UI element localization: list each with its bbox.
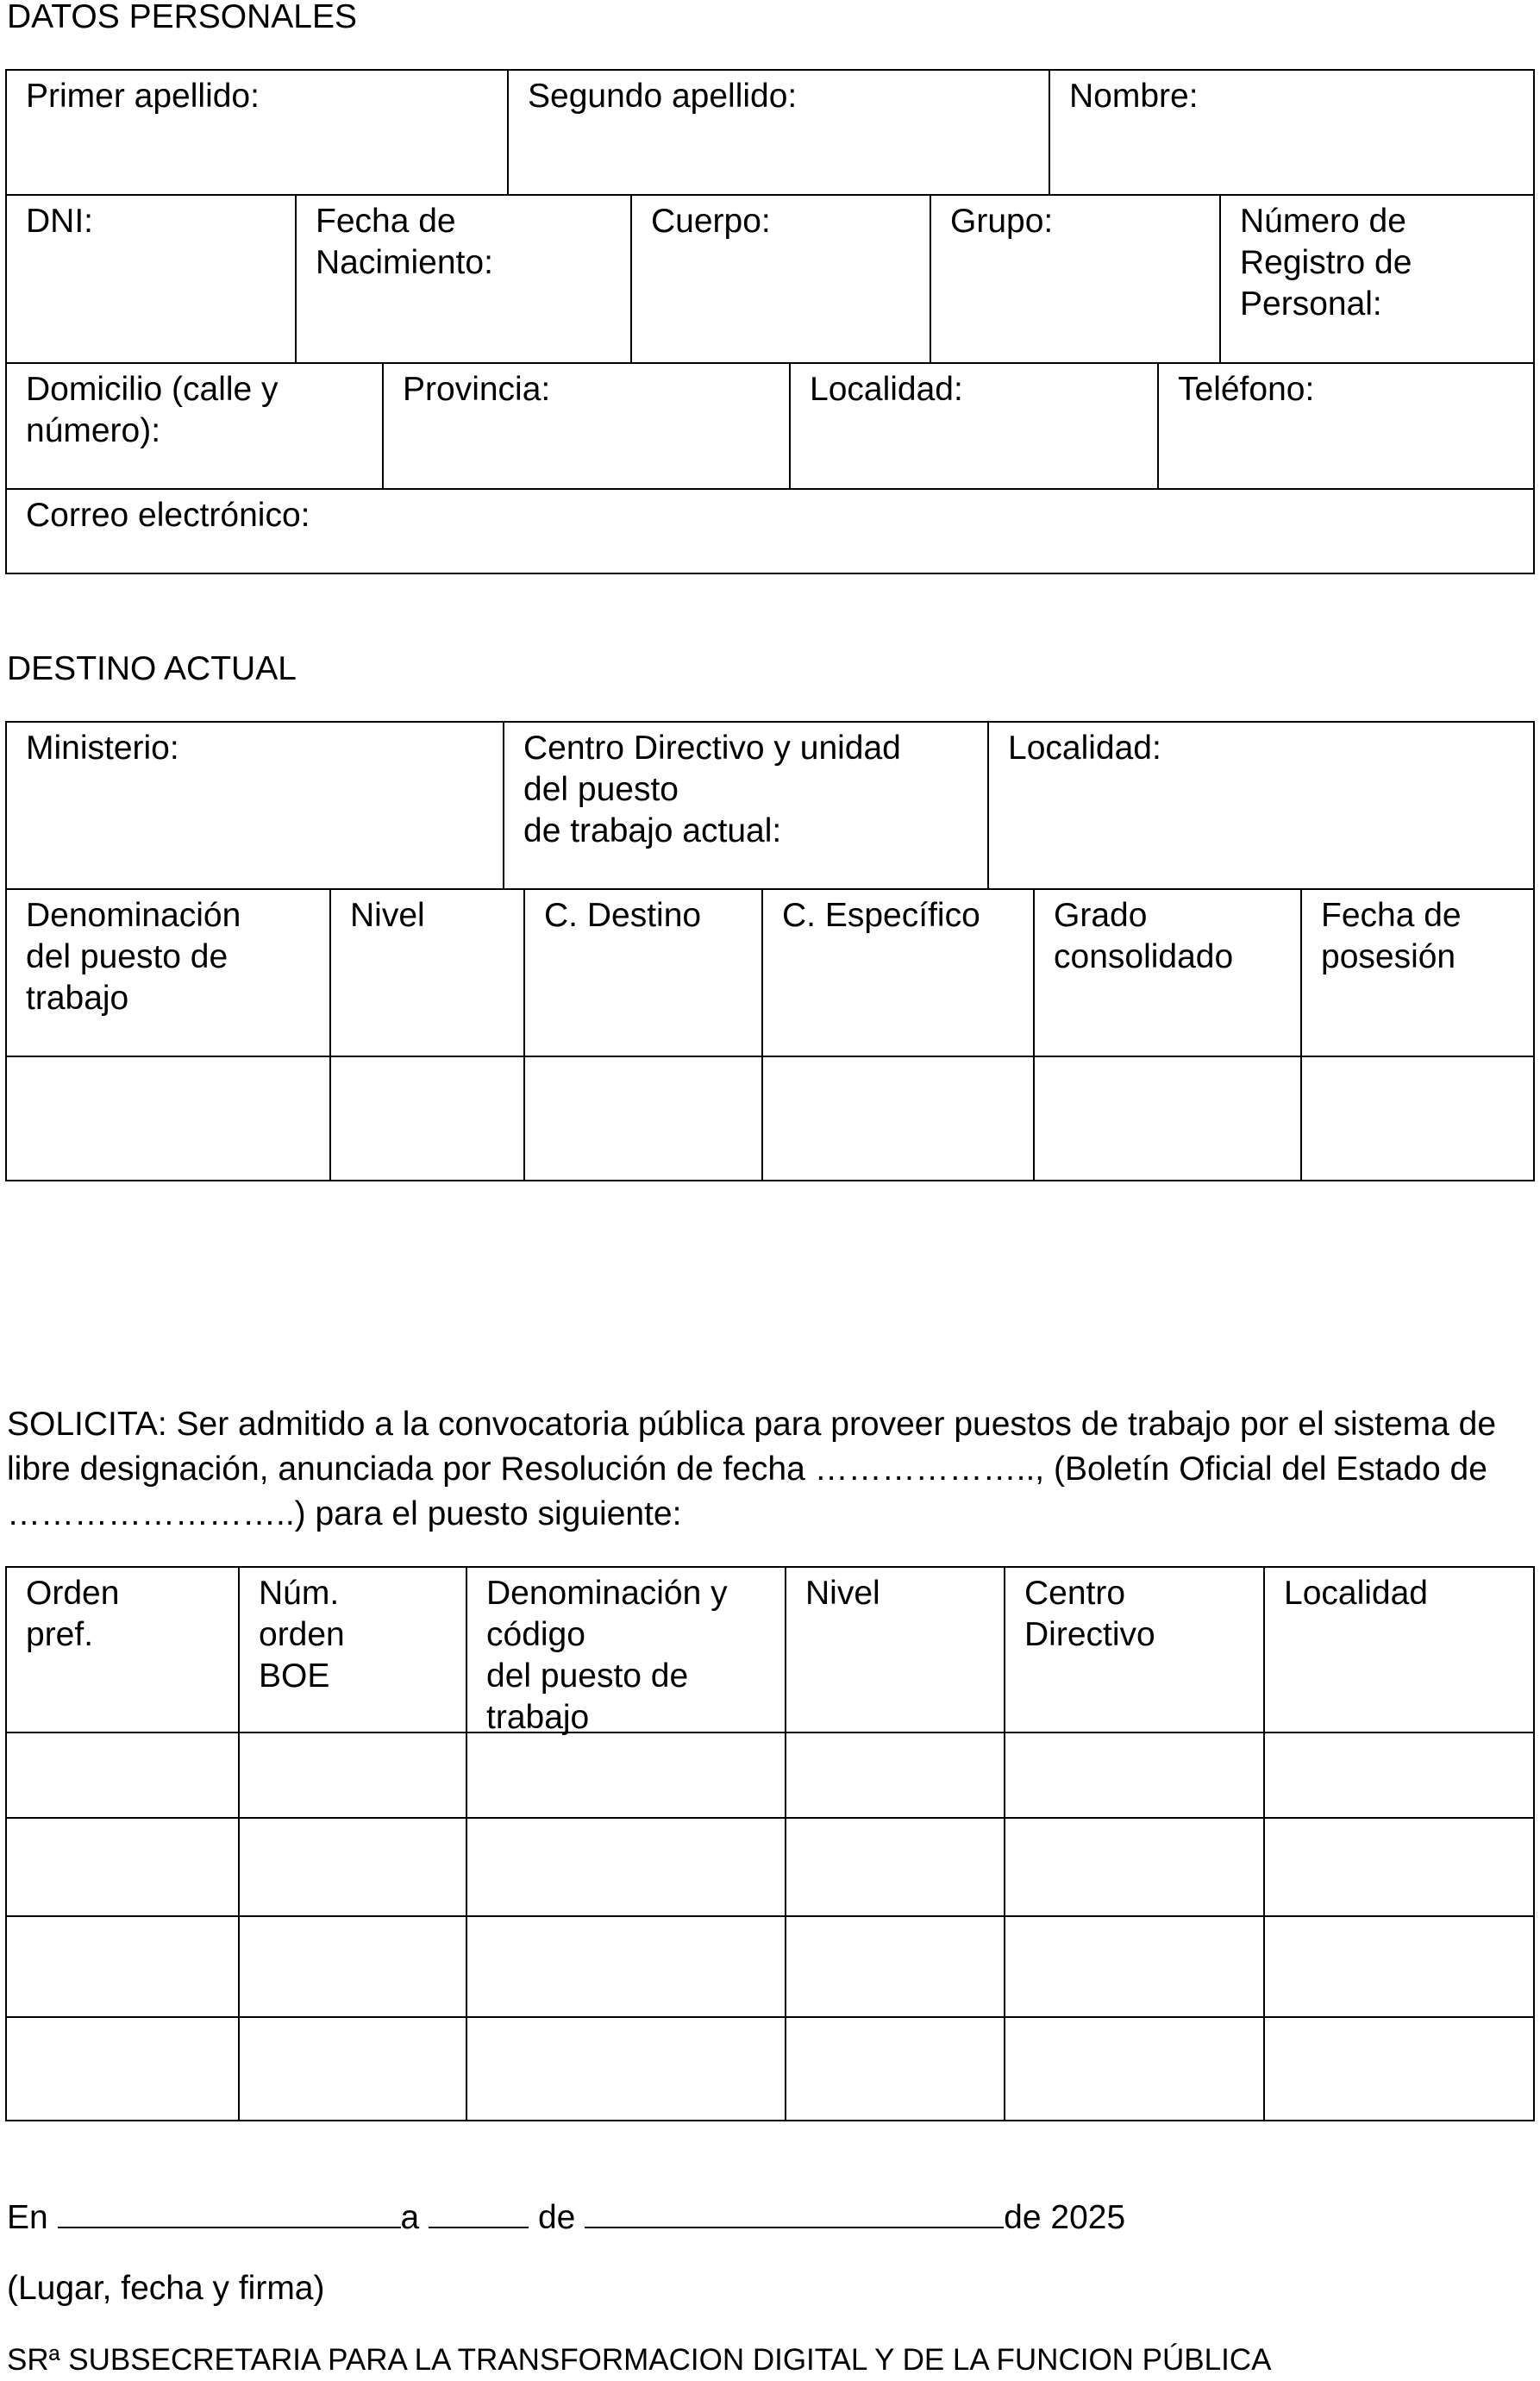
denominacion-codigo-header: Denominación y código del puesto de trabajo (486, 1575, 728, 1736)
personal-heading: DATOS PERSONALES (7, 0, 358, 35)
orden-preferencia-header: Orden pref. (26, 1575, 120, 1653)
destino-localidad-field[interactable]: Localidad: (1008, 730, 1161, 767)
denominacion-puesto-header: Denominación del puesto de trabajo (26, 897, 241, 1017)
puesto-localidad-header: Localidad (1284, 1575, 1428, 1612)
domicilio-field[interactable]: Domicilio (calle y número): (26, 371, 279, 449)
fecha-posesion-header: Fecha de posesión (1321, 897, 1462, 975)
telefono-field[interactable]: Teléfono: (1178, 371, 1315, 408)
complemento-destino-header: C. Destino (544, 897, 702, 934)
nombre-field[interactable]: Nombre: (1069, 78, 1199, 115)
denominacion-puesto-input[interactable] (7, 1057, 329, 1180)
numero-orden-boe-header: Núm. orden BOE (259, 1575, 345, 1695)
fecha-nacimiento-field[interactable]: Fecha de Nacimiento: (316, 203, 493, 281)
puesto-row[interactable] (7, 1917, 1533, 2016)
grado-consolidado-header: Grado consolidado (1054, 897, 1234, 975)
grado-consolidado-input[interactable] (1035, 1057, 1300, 1180)
ministerio-field[interactable]: Ministerio: (26, 730, 179, 767)
provincia-field[interactable]: Provincia: (403, 371, 551, 408)
centro-directivo-header: Centro Directivo (1024, 1575, 1155, 1653)
dia-blank[interactable] (429, 2194, 529, 2228)
complemento-especifico-header: C. Específico (782, 897, 980, 934)
year-label: de 2025 (1004, 2199, 1126, 2236)
grupo-field[interactable]: Grupo: (950, 203, 1054, 240)
de-label: de (537, 2199, 576, 2236)
mes-blank[interactable] (585, 2194, 1004, 2228)
destinatario: SRª SUBSECRETARIA PARA LA TRANSFORMACION DIGITAL Y DE LA FUNCION PÚBLICA (7, 2343, 1272, 2377)
primer-apellido-field[interactable]: Primer apellido: (26, 78, 260, 115)
dni-field[interactable]: DNI: (26, 203, 93, 240)
complemento-destino-input[interactable] (525, 1057, 761, 1180)
en-label: En (7, 2199, 48, 2236)
puesto-row[interactable] (7, 1733, 1533, 1817)
numero-registro-personal-field[interactable]: Número de Registro de Personal: (1240, 203, 1412, 323)
nivel-input[interactable] (331, 1057, 523, 1180)
fecha-posesion-input[interactable] (1302, 1057, 1533, 1180)
puesto-nivel-header: Nivel (805, 1575, 880, 1612)
correo-electronico-field[interactable]: Correo electrónico: (26, 497, 310, 534)
lugar-fecha-firma-caption: (Lugar, fecha y firma) (7, 2270, 325, 2307)
lugar-blank[interactable] (58, 2194, 401, 2228)
complemento-especifico-input[interactable] (763, 1057, 1033, 1180)
cuerpo-field[interactable]: Cuerpo: (651, 203, 771, 240)
firma-line (7, 2194, 1524, 2239)
segundo-apellido-field[interactable]: Segundo apellido: (528, 78, 798, 115)
localidad-field[interactable]: Localidad: (810, 371, 963, 408)
puesto-row[interactable] (7, 1819, 1533, 1915)
destino-heading: DESTINO ACTUAL (7, 650, 297, 687)
a-label: a (400, 2199, 420, 2236)
solicita-paragraph: SOLICITA: Ser admitido a la convocatoria pública para proveer puestos de trabajo por el sistema de libre designación, anunciada por Resolución de fecha ……………….., (Boletín Oficial del Estado de ……………………..) para el puesto siguiente: (7, 1406, 1497, 1532)
nivel-header: Nivel (350, 897, 425, 934)
puesto-row[interactable] (7, 2018, 1533, 2120)
centro-directivo-unidad-field[interactable]: Centro Directivo y unidad del puesto de trabajo actual: (523, 730, 901, 849)
